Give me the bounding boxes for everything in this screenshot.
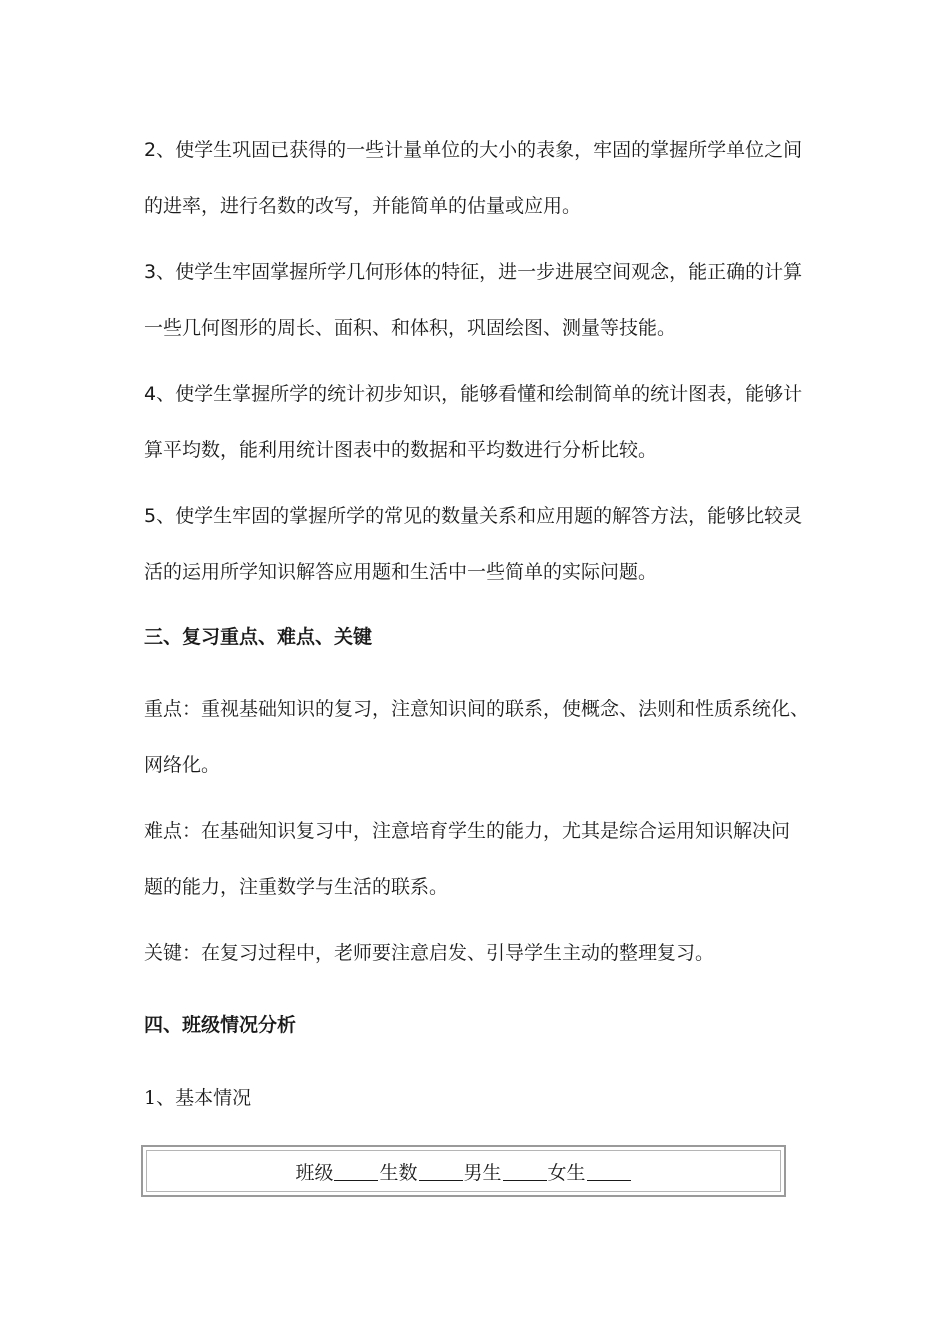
objective-3-paragraph bbox=[144, 244, 814, 356]
girls-field-label: 女生 bbox=[547, 1161, 586, 1184]
boys-field-label: 男生 bbox=[463, 1161, 502, 1184]
class-info-inner bbox=[146, 1150, 781, 1192]
objective-2-paragraph bbox=[144, 122, 814, 234]
students-blank bbox=[419, 1162, 463, 1181]
key-points-line-2: 网络化。 bbox=[144, 754, 221, 776]
objective-2-line-2: 的进率，进行名数的改写，并能简单的估量或应用。 bbox=[144, 195, 582, 217]
section-4-heading: 四、班级情况分析 bbox=[144, 1014, 297, 1036]
objective-3-line-2: 一些几何图形的周长、面积、和体积，巩固绘图、测量等技能。 bbox=[144, 317, 677, 339]
girls-blank bbox=[587, 1162, 631, 1181]
key-points-line-1: 重点：重视基础知识的复习，注意知识间的联系，使概念、法则和性质系统化、 bbox=[144, 698, 810, 720]
objective-5-line-2: 活的运用所学知识解答应用题和生活中一些简单的实际问题。 bbox=[144, 561, 658, 583]
objective-2-line-1: 2、使学生巩固已获得的一些计量单位的大小的表象，牢固的掌握所学单位之间 bbox=[144, 139, 803, 161]
boys-blank bbox=[503, 1162, 547, 1181]
objective-4-paragraph bbox=[144, 366, 814, 478]
objective-3-line-1: 3、使学生牢固掌握所学几何形体的特征，进一步进展空间观念，能正确的计算 bbox=[144, 261, 803, 283]
students-field-label: 生数 bbox=[379, 1161, 418, 1184]
objective-5-paragraph bbox=[144, 488, 814, 600]
class-field-label: 班级 bbox=[295, 1161, 334, 1184]
key-line-1: 关键：在复习过程中，老师要注意启发、引导学生主动的整理复习。 bbox=[144, 942, 715, 964]
class-info-box bbox=[141, 1145, 786, 1197]
difficulties-line-2: 题的能力，注重数学与生活的联系。 bbox=[144, 876, 449, 898]
objective-5-line-1: 5、使学生牢固的掌握所学的常见的数量关系和应用题的解答方法，能够比较灵 bbox=[144, 505, 803, 527]
objective-4-line-1: 4、使学生掌握所学的统计初步知识，能够看懂和绘制简单的统计图表，能够计 bbox=[144, 383, 803, 405]
difficulties-paragraph bbox=[144, 803, 814, 915]
section-3-heading: 三、复习重点、难点、关键 bbox=[144, 626, 373, 648]
class-blank bbox=[334, 1162, 378, 1181]
key-points-paragraph bbox=[144, 681, 814, 793]
objective-4-line-2: 算平均数，能利用统计图表中的数据和平均数进行分析比较。 bbox=[144, 439, 658, 461]
basic-info-subheading: 1、基本情况 bbox=[144, 1087, 252, 1109]
difficulties-line-1: 难点：在基础知识复习中，注意培育学生的能力，尤其是综合运用知识解决问 bbox=[144, 820, 791, 842]
key-paragraph bbox=[144, 925, 814, 981]
